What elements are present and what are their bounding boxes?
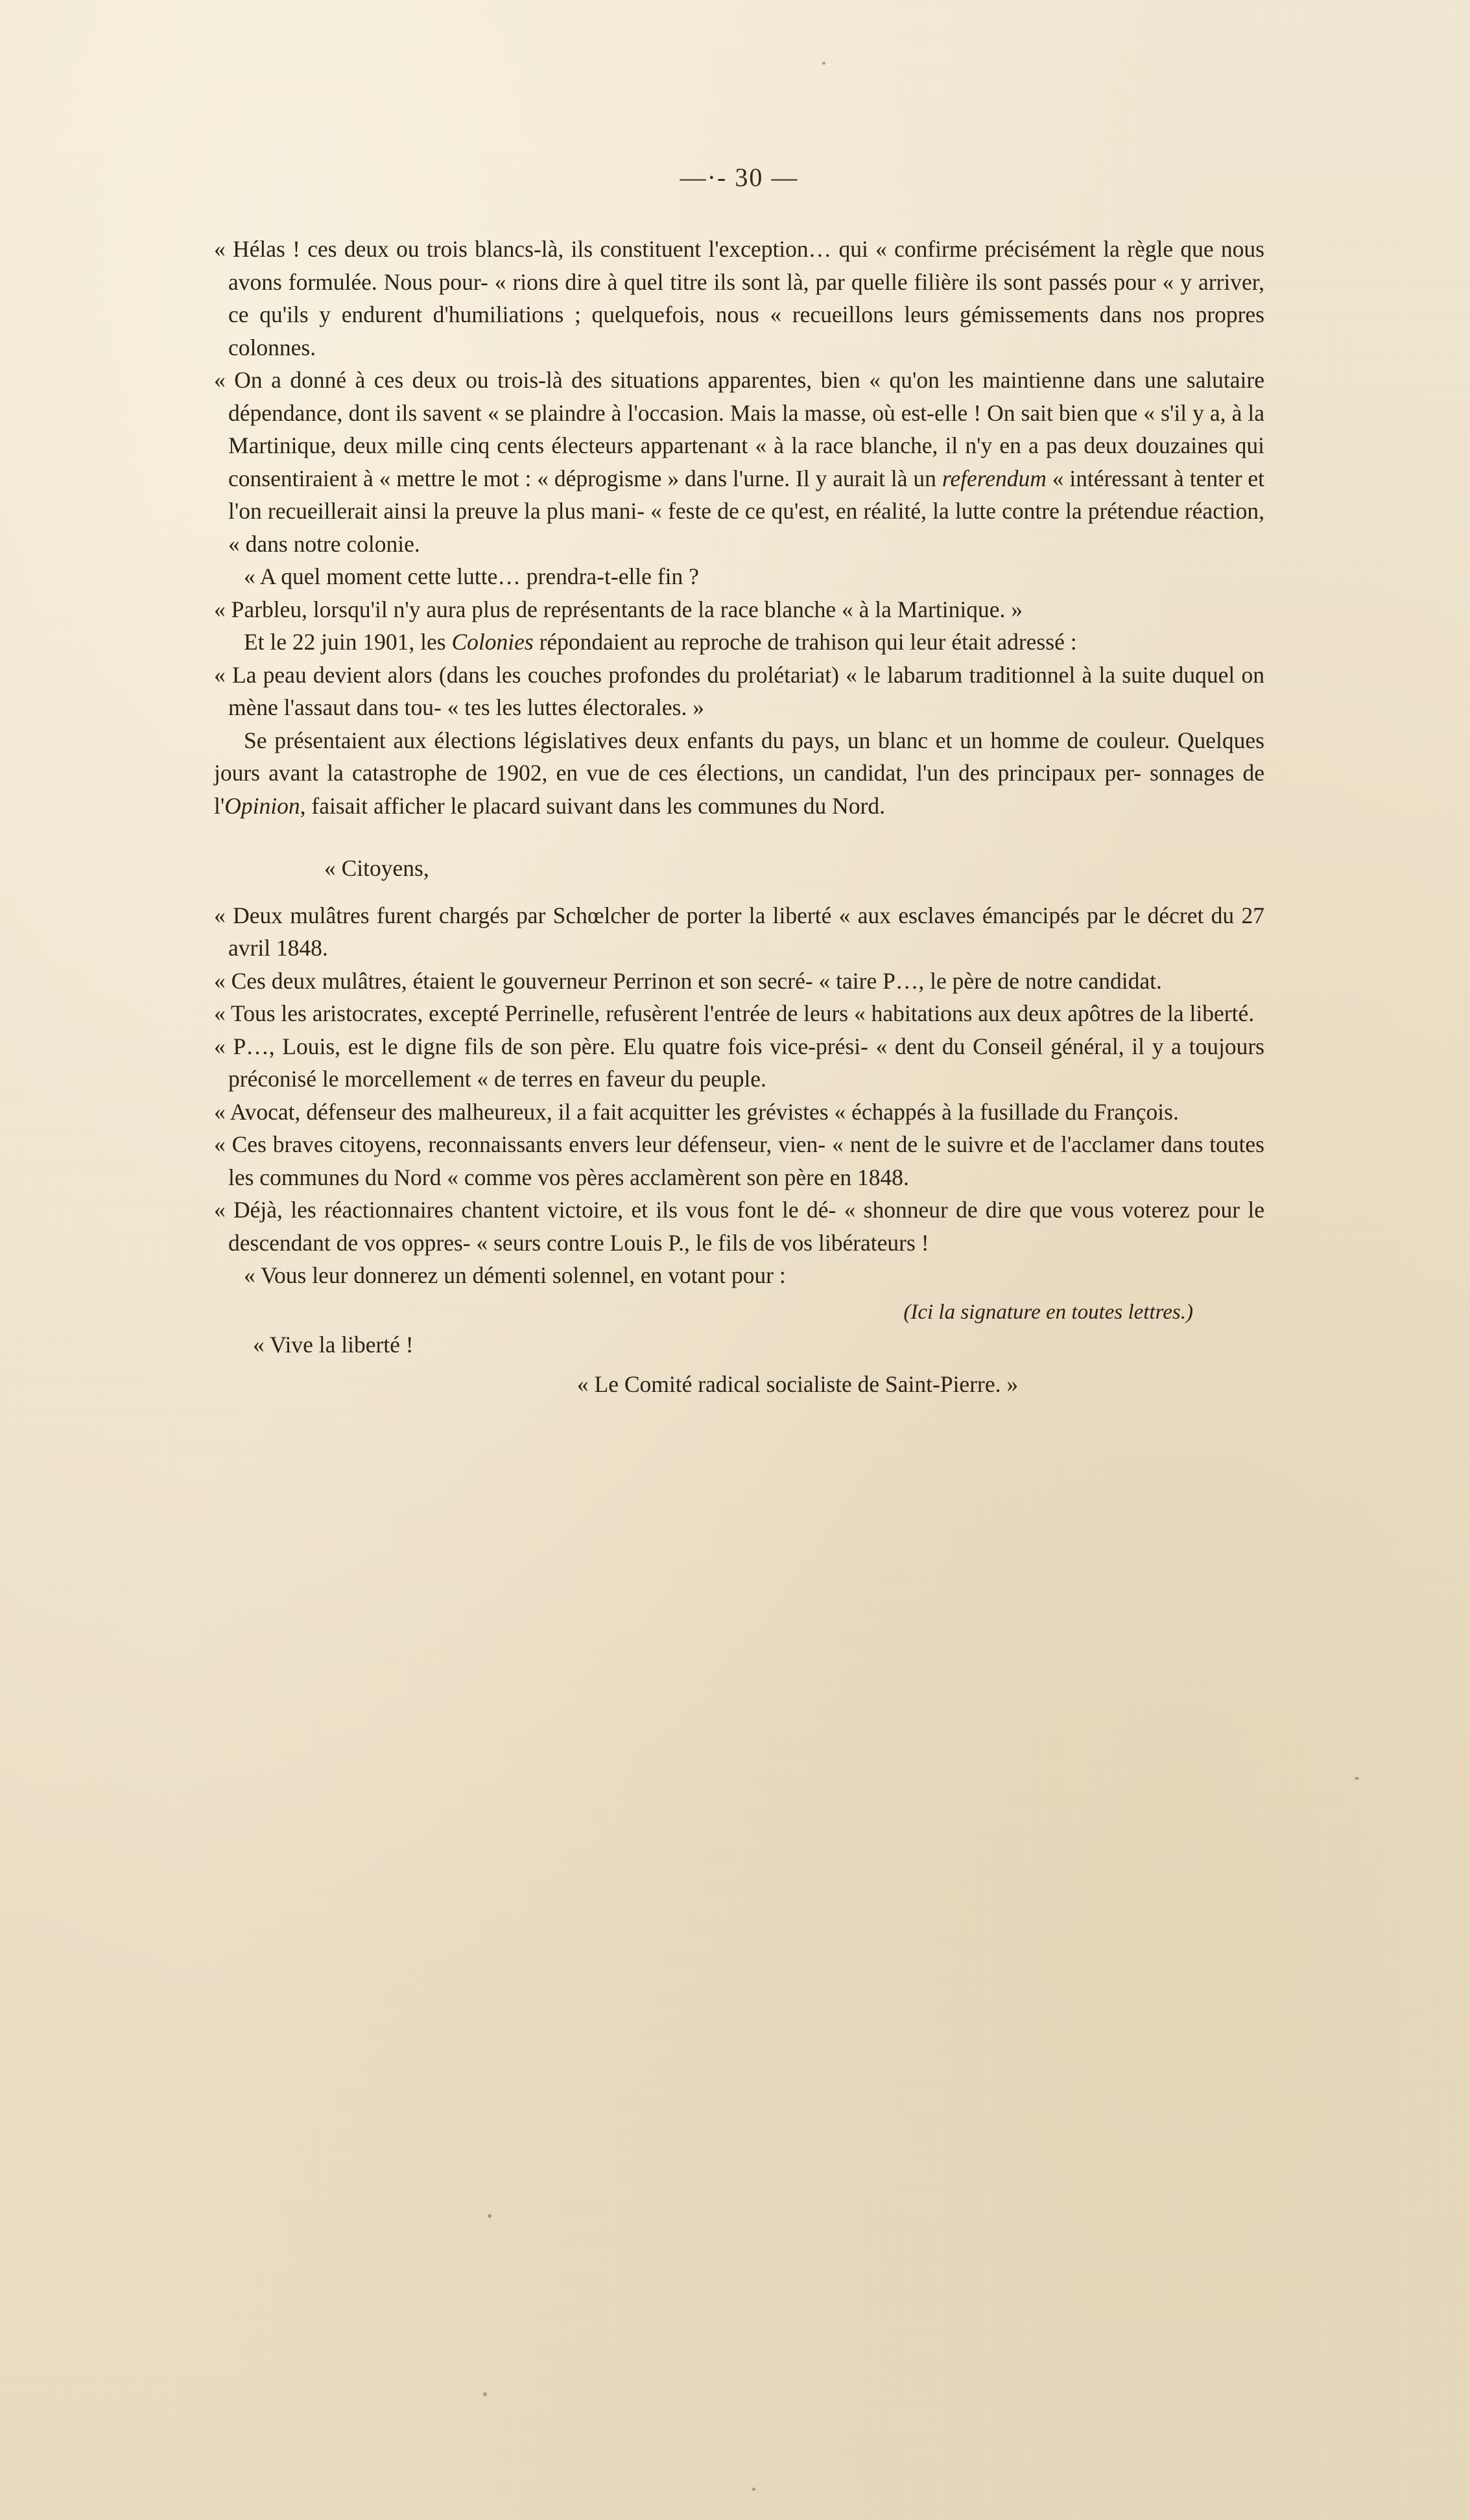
paragraph-13: « Avocat, défenseur des malheureux, il a fait acquitter les grévistes « échappés à la fusillade du François.: [214, 1098, 1179, 1125]
committee-signature: « Le Comité radical socialiste de Saint-Pierre. »: [576, 1371, 1019, 1397]
paragraph-12: « P…, Louis, est le digne fils de son père. Elu quatre fois vice-prési- « dent du Conseil général, il y a toujours préconisé le morcellement « de terres en faveur du peuple.: [214, 1033, 1264, 1092]
page-content: [214, 162, 1264, 1400]
page-folio: —·- 30 —: [680, 163, 799, 192]
paragraph-9: « Deux mulâtres furent chargés par Schœlcher de porter la liberté « aux esclaves émancipés par le décret du 27 avril 1848.: [214, 902, 1264, 961]
paragraph-18: « Vive la liberté !: [253, 1332, 414, 1358]
paragraph-16: « Vous leur donnerez un démenti solennel, en votant pour :: [244, 1262, 786, 1288]
paragraph-2: « On a donné à ces deux ou trois-là des situations apparentes, bien « qu'on les maintienne dans une salutaire dépendance, dont ils savent « se plaindre à l'occasion. Mais la masse, où est-elle ! On sait bien que « s'il y a, à la Martinique, deux mille cinq cents électeurs appartenant « à la race blanche, il n'y en a pas deux douzaines qui consentiraient à « mettre le mot : « déprogisme » dans l'urne. Il y aurait là un referendum « intéressant à tenter et l'on recueillerait ainsi la preuve la plus mani- « feste de ce qu'est, en réalité, la lutte contre la prétendue réaction, « dans notre colonie.: [214, 367, 1265, 557]
paragraph-7: Se présentaient aux élections législatives deux enfants du pays, un blanc et un homme de couleur. Quelques jours avant la catastrophe de 1902, en vue de ces élections, un candidat, l'un des principaux per- sonnages de l'Opinion, faisait afficher le placard suivant dans les communes du Nord.: [214, 727, 1264, 819]
paragraph-1: « Hélas ! ces deux ou trois blancs-là, ils constituent l'exception… qui « confirme précisément la règle que nous avons formulée. Nous pour- « rions dire à quel titre ils sont là, par quelle filière ils sont passés pour « y arriver, ce qu'ils y endurent d'humiliations ; quelquefois, nous « recueillons leurs gémissements dans nos propres colonnes.: [214, 236, 1264, 360]
signature-note: (Ici la signature en toutes lettres.): [903, 1300, 1193, 1324]
paragraph-3: « A quel moment cette lutte… prendra-t-elle fin ?: [244, 563, 699, 589]
paragraph-14: « Ces braves citoyens, reconnaissants envers leur défenseur, vien- « nent de le suivre et de l'acclamer dans toutes les communes du Nord « comme vos pères acclamèrent son père en 1848.: [214, 1131, 1264, 1190]
paragraph-4: « Parbleu, lorsqu'il n'y aura plus de représentants de la race blanche « à la Martinique. »: [214, 596, 1023, 622]
paragraph-8-address: « Citoyens,: [324, 855, 429, 881]
paragraph-11: « Tous les aristocrates, excepté Perrinelle, refusèrent l'entrée de leurs « habitations aux deux apôtres de la liberté.: [214, 1000, 1255, 1026]
paragraph-15: « Déjà, les réactionnaires chantent victoire, et ils vous font le dé- « shonneur de dire que vous voterez pour le descendant de vos oppres- « seurs contre Louis P., le fils de vos libérateurs !: [214, 1197, 1264, 1256]
paragraph-5: Et le 22 juin 1901, les Colonies répondaient au reproche de trahison qui leur était adressé :: [244, 629, 1077, 655]
paragraph-6: « La peau devient alors (dans les couches profondes du prolétariat) « le labarum traditionnel à la suite duquel on mène l'assaut dans tou- « tes les luttes électorales. »: [214, 661, 1264, 720]
section-gap: [214, 822, 1264, 852]
paragraph-10: « Ces deux mulâtres, étaient le gouverneur Perrinon et son secré- « taire P…, le père de notre candidat.: [214, 967, 1162, 994]
